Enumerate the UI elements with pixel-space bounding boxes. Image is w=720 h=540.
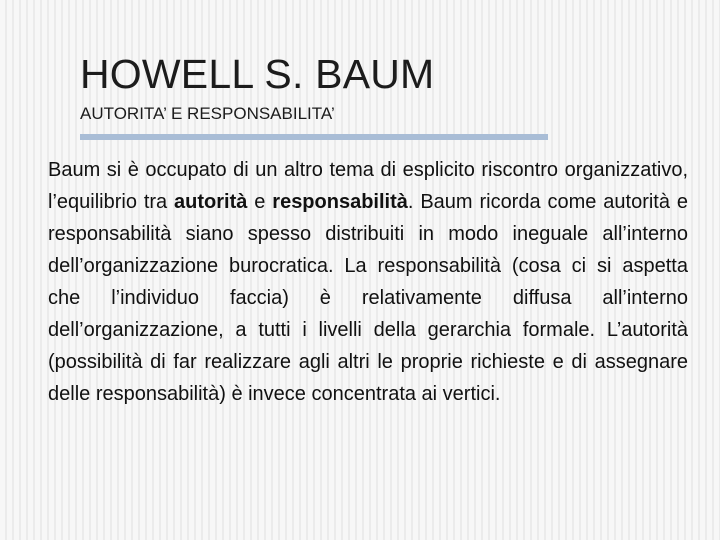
body-paragraph bbox=[48, 154, 688, 410]
emphasis-autorita: autorità bbox=[174, 191, 248, 213]
emphasis-responsabilita: responsabilità bbox=[272, 191, 408, 213]
body-text-part3: . Baum ricorda come autorità e responsabilità siano spesso distribuiti in modo ineguale all’interno dell’organizzazione burocratica. La responsabilità (cosa ci si aspetta che l’individuo faccia) è relativamente diffusa all’interno dell’organizzazione, a tutti i livelli della gerarchia formale. L’autorità (possibilità di far realizzare agli altri le proprie richieste e di assegnare delle responsabilità) è invece concentrata ai vertici. bbox=[48, 191, 688, 405]
title-divider bbox=[80, 134, 548, 140]
slide-title: HOWELL S. BAUM bbox=[80, 51, 435, 97]
body-text-part2: e bbox=[247, 191, 273, 213]
slide-subtitle: AUTORITA’ E RESPONSABILITA’ bbox=[80, 104, 335, 123]
body-text-part1: Baum si è occupato di un altro tema di esplicito riscontro organizzativo, l’equilibrio tra bbox=[48, 159, 688, 213]
